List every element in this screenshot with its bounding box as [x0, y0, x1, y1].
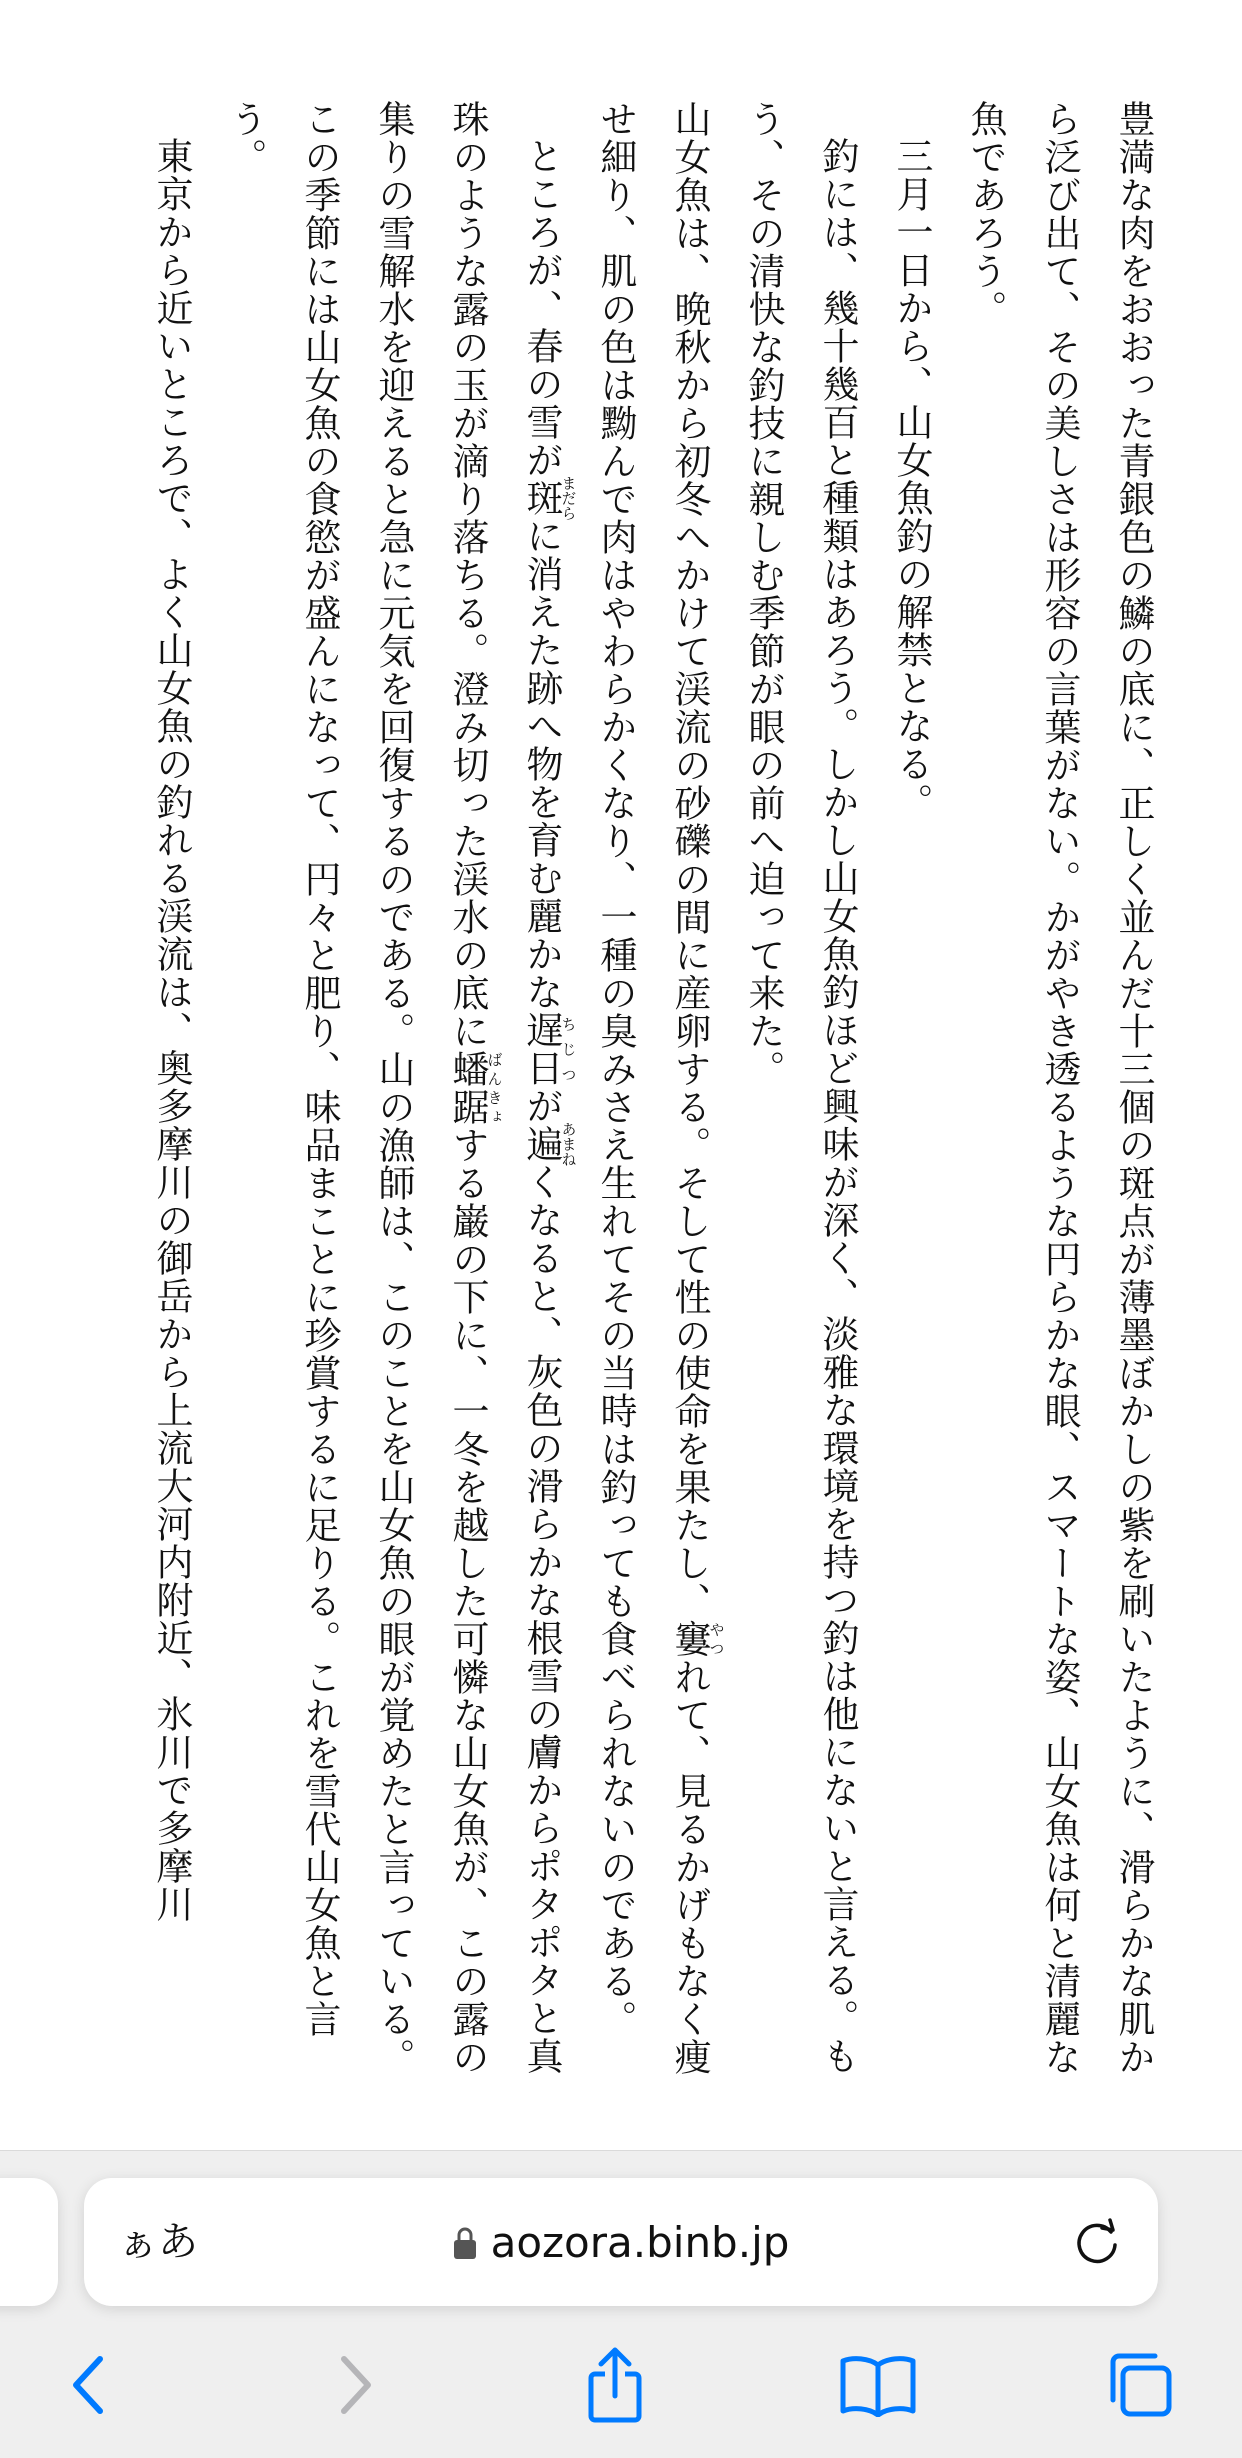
paragraph: 東京から近いところで、よく山女魚の釣れる渓流は、奥多摩川の御岳から上流大河内附近、氷川で多摩川 — [150, 137, 193, 1923]
address-bar[interactable] — [84, 2178, 1158, 2306]
lock-icon — [453, 2226, 477, 2260]
toolbar — [0, 2335, 1242, 2435]
forward-button[interactable] — [306, 2335, 406, 2435]
paragraph: ところが、春の雪が斑まだらに消えた跡へ物を育む麗かな遅日ちじつが遍あまねくなると、灰色の滑らかな根雪の膚からポタポタと真珠のような露の玉が滴り落ちる。澄み切った渓水の底に蟠踞ばんきょする巌の下に、一冬を越した可憐な山女魚が、この露の集りの雪解水を迎えると急に元気を回復するのである。山の漁師は、このことを山女魚の眼が覚めたと言っている。この季節には山女魚の食慾が盛んになって、円々と肥り、味品まことに珍賞するに足りる。これを雪代山女魚と言う。 — [224, 100, 578, 2076]
ruby-reading: ばんきょ — [485, 1050, 504, 1126]
ruby-reading: ちじつ — [559, 1011, 578, 1087]
tabs-icon — [1105, 2350, 1175, 2420]
share-icon — [583, 2346, 647, 2424]
tabs-button[interactable] — [1090, 2335, 1190, 2435]
ruby-reading: まだら — [559, 475, 578, 521]
ruby-annotation: 窶やつ — [668, 1620, 726, 1658]
url-text: aozora.binb.jp — [490, 2217, 790, 2267]
back-button[interactable] — [38, 2335, 138, 2435]
paragraph: 三月一日から、山女魚釣の解禁となる。 — [890, 137, 933, 821]
ruby-reading: やつ — [707, 1620, 726, 1658]
ruby-annotation: 蟠踞ばんきょ — [446, 1050, 504, 1126]
share-button[interactable] — [565, 2335, 665, 2435]
bookmarks-button[interactable] — [828, 2335, 928, 2435]
reload-icon[interactable] — [1070, 2215, 1124, 2269]
paragraph: 山女魚は、晩秋から初冬へかけて渓流の砂礫の間に産卵する。そして性の使命を果たし、窶やつれて、見るかげもなく痩せ細り、肌の色は黝んで肉はやわらかくなり、一種の臭みさえ生れてその当時は釣っても食べられないのである。 — [594, 100, 726, 2076]
chevron-right-icon — [336, 2353, 376, 2417]
previous-tab-preview[interactable] — [0, 2178, 58, 2306]
text-size-button[interactable]: ぁあ — [118, 2219, 198, 2265]
url-display[interactable] — [84, 2178, 1158, 2306]
paragraph: 釣には、幾十幾百と種類はあろう。しかし山女魚釣ほど興味が深く、淡雅な環境を持つ釣は他にないと言える。もう、その清快な釣技に親しむ季節が眼の前へ迫って来た。 — [742, 100, 859, 2075]
ruby-reading: あまね — [559, 1121, 578, 1167]
ruby-annotation: 遍あまね — [520, 1121, 578, 1167]
ruby-annotation: 遅日ちじつ — [520, 1011, 578, 1087]
book-icon — [839, 2353, 917, 2417]
ruby-annotation: 斑まだら — [520, 475, 578, 521]
article-text — [134, 100, 1170, 2090]
paragraph: 豊満な肉をおおった青銀色の鱗の底に、正しく並んだ十三個の斑点が薄墨ぼかしの紫を刷いたように、滑らかな肌から泛び出て、その美しさは形容の言葉がない。かがやき透るような円らかな眼、スマートな姿、山女魚は何と清麗な魚であろう。 — [964, 100, 1155, 2076]
chevron-left-icon — [68, 2353, 108, 2417]
